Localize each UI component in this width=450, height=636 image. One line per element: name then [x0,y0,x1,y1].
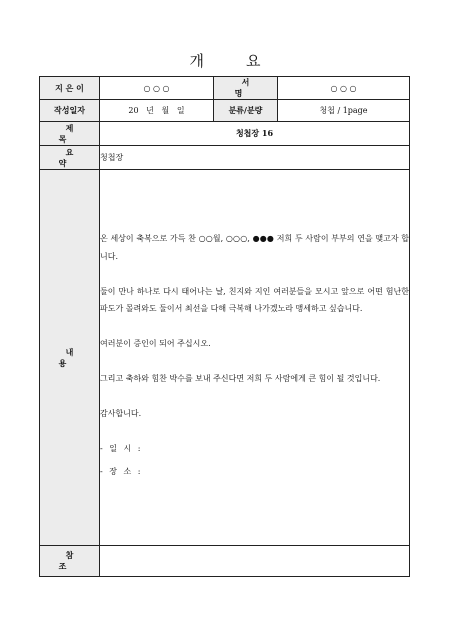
content-label: 내 용 [40,170,100,546]
summary-label: 요 약 [40,146,100,170]
content-paragraph: 둘이 만나 하나로 다시 태어나는 날, 친지와 지인 여러분들을 모시고 앞으로 어떤 험난한 파도가 몰려와도 둘이서 최선을 다해 극복해 나가겠노라 맹세하고 싶습니다. [100,286,409,313]
content-paragraph: 그리고 축하와 힘찬 박수를 보내 주신다면 저희 두 사람에게 큰 힘이 될 것입니다. [100,374,381,383]
date-value: 20 년 월 일 [100,100,214,122]
subject-value: 청첩장 16 [100,122,410,146]
document-title: 개요 [189,52,303,70]
date-label: 작성일자 [40,100,100,122]
content-row [40,170,410,546]
signature-label: 서 명 [214,77,278,100]
reference-value [100,546,410,577]
subject-label: 제 목 [40,122,100,146]
date-time-item: - 일 시 : [100,444,143,453]
category-value: 청첩 / 1page [278,100,410,122]
author-value: ○ ○ ○ [100,77,214,100]
author-label: 지 은 이 [40,77,100,100]
content-body [100,170,410,546]
content-paragraph: 온 세상이 축복으로 가득 찬 ○○월, ○○○, ●●● 저희 두 사람이 부부의 연을 맺고자 합니다. [100,234,409,261]
reference-row [40,546,410,577]
author-row [40,77,410,100]
summary-value: 청첩장 [100,146,410,170]
document-form-table [39,76,410,577]
subject-row [40,122,410,146]
date-row [40,100,410,122]
content-paragraph: 감사합니다. [100,409,142,418]
category-label: 분류/분량 [214,100,278,122]
reference-label: 참 조 [40,546,100,577]
venue-item: - 장 소 : [100,466,143,476]
signature-value: ○ ○ ○ [278,77,410,100]
content-paragraph: 여러분이 증인이 되어 주십시오. [100,339,211,348]
summary-row [40,146,410,170]
